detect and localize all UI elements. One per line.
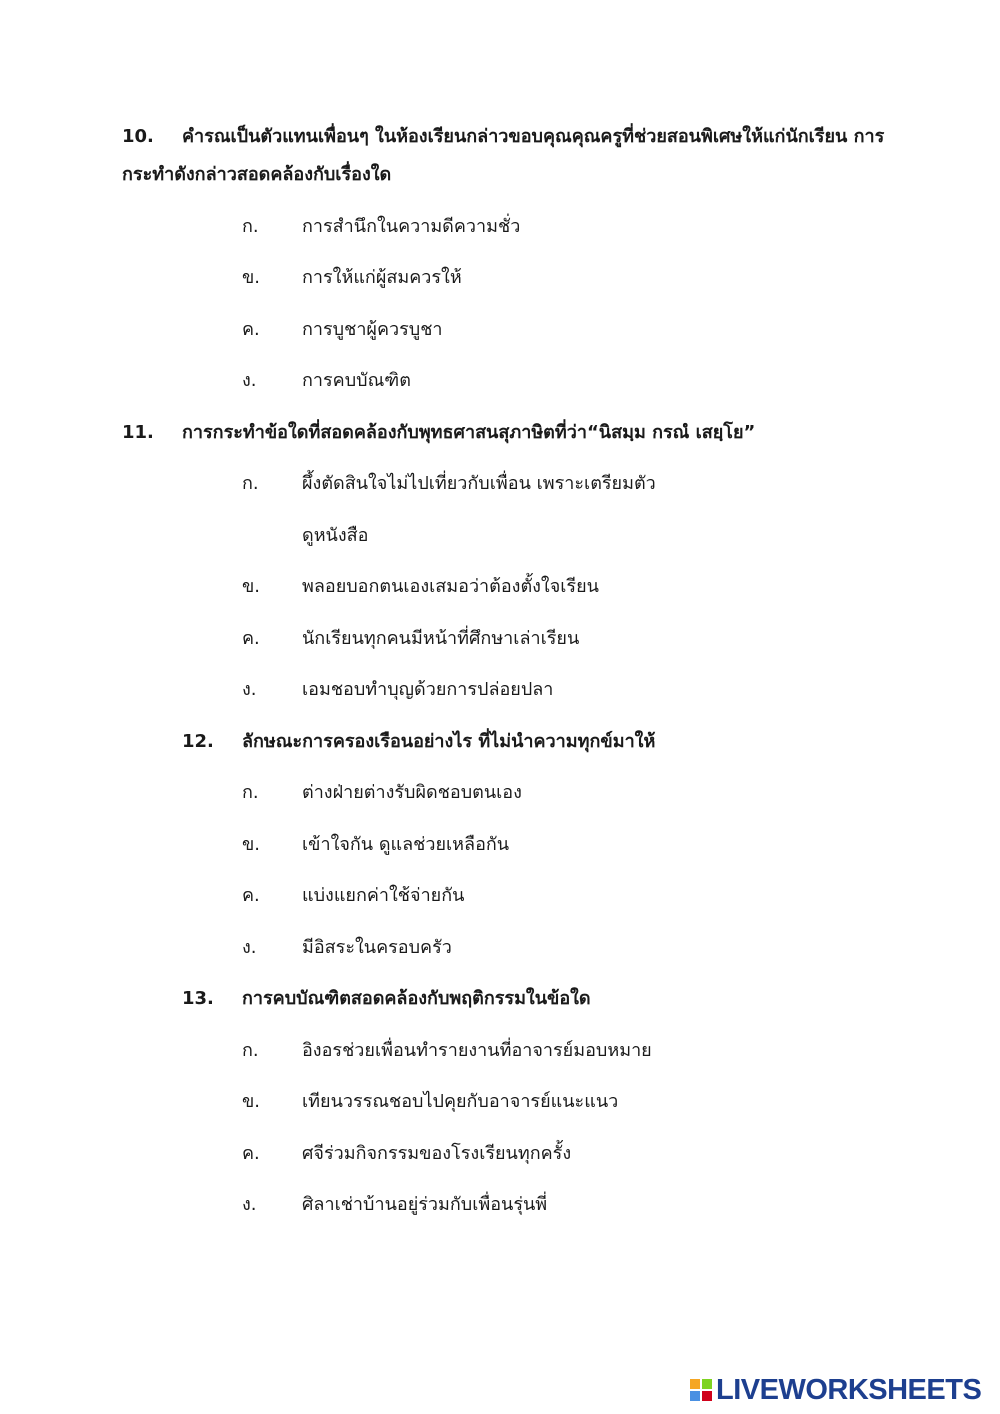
question-text: การกระทำข้อใดที่สอดคล้องกับพุทธศาสนสุภาษิตที่ว่า“นิสมฺม กรณํ เสยฺโย” bbox=[182, 422, 756, 443]
question-number: 12. bbox=[182, 731, 214, 752]
choice-label: ก. bbox=[242, 216, 259, 237]
question-text: การคบบัณฑิตสอดคล้องกับพฤติกรรมในข้อใด bbox=[242, 988, 591, 1009]
question-number: 13. bbox=[182, 988, 214, 1009]
choice-label: ค. bbox=[242, 319, 260, 340]
choice-text: เอมชอบทำบุญด้วยการปล่อยปลา bbox=[302, 679, 554, 700]
choice-text: ศจีร่วมกิจกรรมของโรงเรียนทุกครั้ง bbox=[302, 1143, 572, 1164]
choice-label: ง. bbox=[242, 370, 257, 391]
choice-text: การคบบัณฑิต bbox=[302, 370, 411, 391]
choice-label: ข. bbox=[242, 1091, 261, 1112]
choice-text-continued: ดูหนังสือ bbox=[302, 525, 369, 546]
choice-text: การบูชาผู้ควรบูชา bbox=[302, 319, 443, 340]
logo-text: LIVEWORKSHEETS bbox=[716, 1373, 982, 1406]
question-text: ลักษณะการครองเรือนอย่างไร ที่ไม่นำความทุกข์มาให้ bbox=[242, 731, 656, 752]
choice-label: ข. bbox=[242, 267, 261, 288]
liveworksheets-logo[interactable] bbox=[690, 1374, 981, 1406]
question-text: คำรณเป็นตัวแทนเพื่อนๆ ในห้องเรียนกล่าวขอบคุณคุณครูที่ช่วยสอนพิเศษให้แก่นักเรียน การ bbox=[182, 126, 885, 147]
choice-label: ง. bbox=[242, 937, 257, 958]
choice-label: ง. bbox=[242, 679, 257, 700]
choice-text: การให้แก่ผู้สมควรให้ bbox=[302, 267, 462, 288]
choice-text: เทียนวรรณชอบไปคุยกับอาจารย์แนะแนว bbox=[302, 1091, 619, 1112]
choice-text: การสำนึกในความดีความชั่ว bbox=[302, 216, 521, 237]
question-number: 11. bbox=[122, 422, 154, 443]
choice-text: แบ่งแยกค่าใช้จ่ายกัน bbox=[302, 885, 465, 906]
choice-label: ก. bbox=[242, 473, 259, 494]
choice-label: ข. bbox=[242, 576, 261, 597]
choice-label: ก. bbox=[242, 1040, 259, 1061]
liveworksheets-logo-icon bbox=[690, 1379, 712, 1401]
choice-text: พลอยบอกตนเองเสมอว่าต้องตั้งใจเรียน bbox=[302, 576, 599, 597]
choice-text: มีอิสระในครอบครัว bbox=[302, 937, 452, 958]
choice-label: ง. bbox=[242, 1194, 257, 1215]
choice-text: ศิลาเช่าบ้านอยู่ร่วมกับเพื่อนรุ่นพี่ bbox=[302, 1194, 548, 1215]
choice-label: ค. bbox=[242, 885, 260, 906]
choice-text: ต่างฝ่ายต่างรับผิดชอบตนเอง bbox=[302, 782, 522, 803]
choice-text: อิงอรช่วยเพื่อนทำรายงานที่อาจารย์มอบหมาย bbox=[302, 1040, 652, 1061]
choice-label: ข. bbox=[242, 834, 261, 855]
choice-text: เข้าใจกัน ดูแลช่วยเหลือกัน bbox=[302, 834, 510, 855]
choice-text: ผึ้งตัดสินใจไม่ไปเที่ยวกับเพื่อน เพราะเตรียมตัว bbox=[302, 473, 656, 494]
question-text-continued: กระทำดังกล่าวสอดคล้องกับเรื่องใด bbox=[122, 164, 392, 185]
choice-text: นักเรียนทุกคนมีหน้าที่ศึกษาเล่าเรียน bbox=[302, 628, 580, 649]
choice-label: ก. bbox=[242, 782, 259, 803]
choice-label: ค. bbox=[242, 628, 260, 649]
question-number: 10. bbox=[122, 126, 154, 147]
choice-label: ค. bbox=[242, 1143, 260, 1164]
